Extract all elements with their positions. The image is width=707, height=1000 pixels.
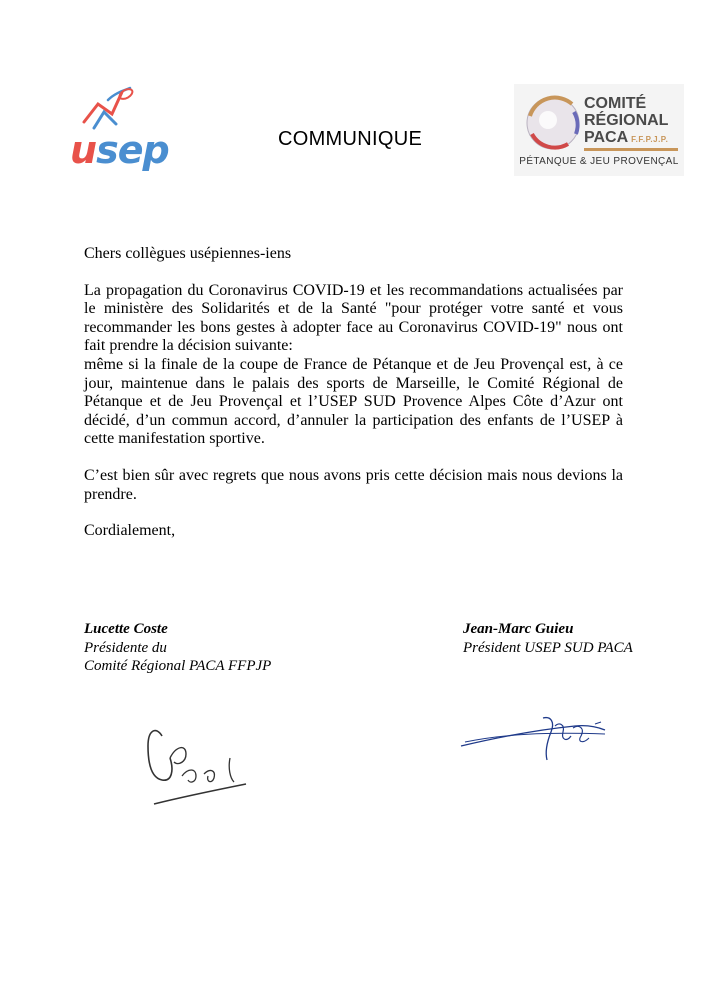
comite-line1: COMITÉ — [584, 95, 647, 112]
comite-subtitle: PÉTANQUE & JEU PROVENÇAL — [519, 156, 679, 167]
comite-line2: RÉGIONAL — [584, 112, 669, 129]
usep-figure-icon — [64, 84, 164, 134]
letter-paragraph-2: C’est bien sûr avec regrets que nous avons pris cette décision mais nous devions la prendre. — [84, 466, 623, 503]
usep-logo-text — [70, 128, 169, 172]
signatory-right-role-1: Président USEP SUD PACA — [463, 639, 633, 656]
comite-divider — [584, 148, 678, 151]
signature-left-icon — [126, 696, 266, 826]
signatory-right-name: Jean-Marc Guieu — [463, 621, 574, 637]
usep-letter-p: p — [142, 128, 169, 172]
letter-paragraph-1b: même si la finale de la coupe de France de Pétanque et de Jeu Provençal est, à ce jour, maintenue dans le palais des sports de Marseille, le Comité Régional de Pétanque et de Jeu Provençal et l’USEP SUD Provence Alpes Côte d’Azur ont décidé, d’un commun accord, d’annuler la participation des enfants de l’USEP à cette manifestation sportive. — [84, 355, 623, 448]
comite-ffpjp: F.F.P.J.P. — [631, 135, 669, 144]
comite-line3 — [584, 130, 668, 148]
signature-right-icon — [455, 708, 620, 768]
usep-letter-u: u — [70, 128, 97, 172]
usep-letter-s: s — [96, 128, 118, 172]
comite-paca: PACA — [584, 129, 629, 146]
signatory-left-role-2: Comité Régional PACA FFPJP — [84, 658, 272, 674]
letter-paragraph-1a: La propagation du Coronavirus COVID-19 et les recommandations actualisées par le ministère des Solidarités et de la Santé "pour protéger votre santé et vous recommander les bons gestes à adopter face au Coronavirus COVID-19" nous ont fait prendre la décision suivante: — [84, 281, 623, 355]
petanque-ball-icon — [524, 94, 582, 152]
signatory-left-name: Lucette Coste — [84, 621, 168, 637]
page-title: COMMUNIQUE — [278, 128, 423, 150]
comite-regional-logo — [514, 84, 684, 176]
letter-greeting: Chers collègues usépiennes-iens — [84, 245, 292, 262]
usep-logo — [64, 84, 169, 179]
letter-closing: Cordialement, — [84, 522, 176, 540]
signatory-right — [463, 620, 633, 657]
signatory-left-role-1: Présidente du — [84, 639, 167, 656]
signatory-left — [84, 620, 271, 676]
usep-letter-e: e — [117, 128, 143, 172]
letter-body — [84, 245, 623, 541]
